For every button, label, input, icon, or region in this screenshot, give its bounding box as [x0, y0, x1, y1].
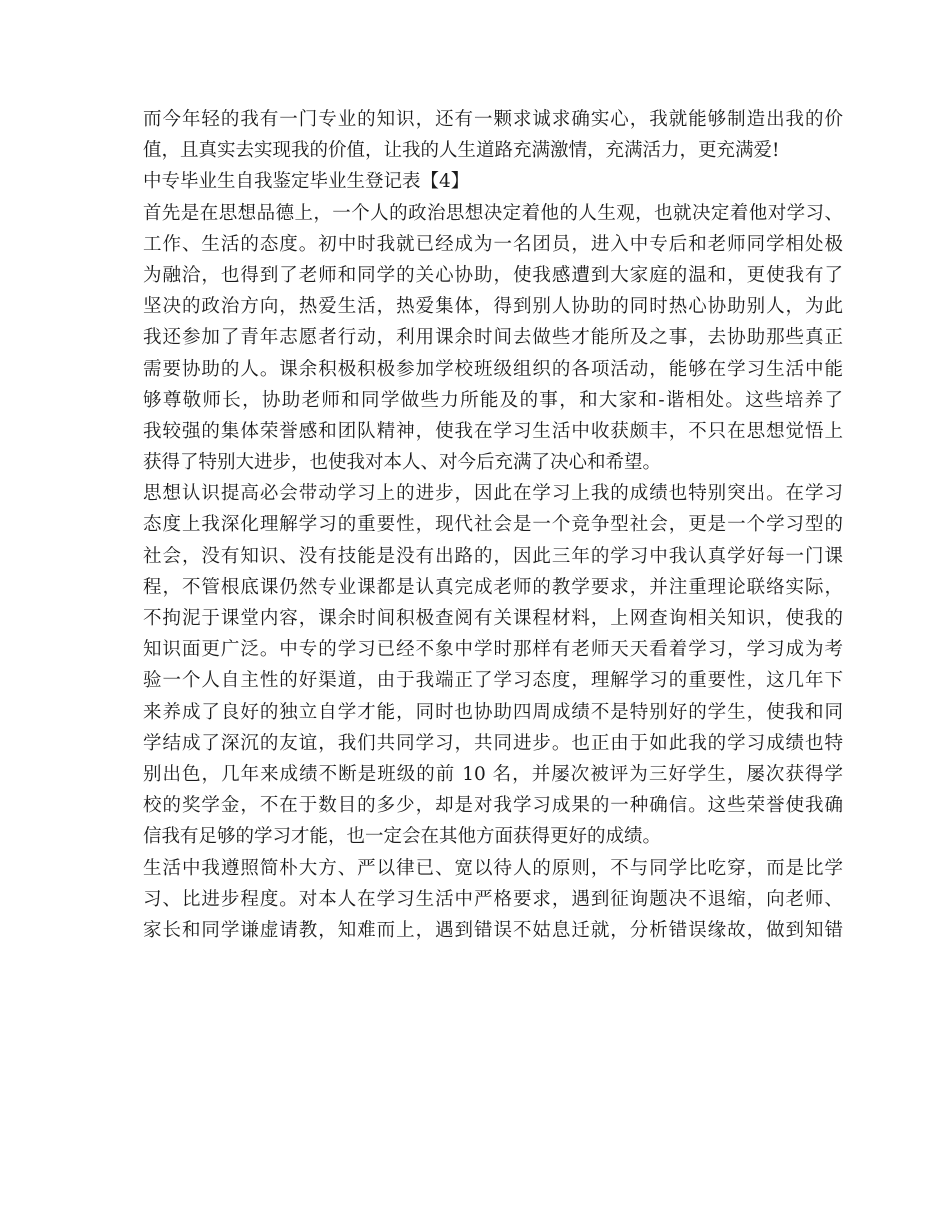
text-line: 不拘泥于课堂内容，课余时间积极查阅有关课程材料，上网查询相关知识，使我的 — [143, 608, 843, 629]
text-line: 思想认识提高必会带动学习上的进步，因此在学习上我的成绩也特别突出。在学习 — [143, 483, 843, 505]
text-line: 我较强的集体荣誉感和团队精神，使我在学习生活中收获颇丰，不只在思想觉悟上 — [143, 420, 843, 442]
text-line: 校的奖学金，不在于数目的多少，却是对我学习成果的一种确信。这些荣誉使我确 — [143, 795, 843, 817]
document-page — [143, 104, 843, 946]
text-line: 生活中我遵照简朴大方、严以律已、宽以待人的原则，不与同学比吃穿，而是比学 — [143, 857, 843, 879]
text-line: 社会，没有知识、没有技能是没有出路的，因此三年的学习中我认真学好每一门课 — [143, 545, 843, 567]
text-line: 别出色，几年来成绩不断是班级的前 10 名，并屡次被评为三好学生，屡次获得学 — [143, 763, 843, 785]
text-line: 验一个人自主性的好渠道，由于我端正了学习态度，理解学习的重要性，这几年下 — [143, 670, 843, 692]
text-line: 家长和同学谦虚请教，知难而上，遇到错误不姑息迁就，分析错误缘故，做到知错 — [143, 919, 843, 941]
text-line: 学结成了深沉的友谊，我们共同学习，共同进步。也正由于如此我的学习成绩也特 — [143, 732, 843, 754]
text-line: 首先是在思想品德上，一个人的政治思想决定着他的人生观，也就决定着他对学习、 — [143, 202, 843, 224]
text-line: 工作、生活的态度。初中时我就已经成为一名团员，进入中专后和老师同学相处极 — [143, 233, 843, 255]
text-line: 够尊敬师长，协助老师和同学做些力所能及的事，和大家和-谐相处。这些培养了 — [143, 389, 843, 411]
text-line: 为融洽，也得到了老师和同学的关心协助，使我感遭到大家庭的温和，更使我有了 — [143, 264, 843, 286]
text-line: 坚决的政治方向，热爱生活，热爱集体，得到别人协助的同时热心协助别人，为此 — [143, 296, 843, 318]
text-line: 程，不管根底课仍然专业课都是认真完成老师的教学要求，并注重理论联络实际， — [143, 576, 843, 598]
text-line: 知识面更广泛。中专的学习已经不象中学时那样有老师天天看着学习，学习成为考 — [143, 639, 843, 661]
text-line: 获得了特别大进步，也使我对本人、对今后充满了决心和希望。 — [143, 452, 662, 474]
text-line: 来养成了良好的独立自学才能，同时也协助四周成绩不是特别好的学生，使我和同 — [143, 701, 843, 723]
text-line: 值，且真实去实现我的价值，让我的人生道路充满激情，充满活力，更充满爱! — [143, 140, 780, 162]
text-line: 态度上我深化理解学习的重要性，现代社会是一个竞争型社会，更是一个学习型的 — [143, 514, 843, 536]
text-line: 需要协助的人。课余积极积极参加学校班级组织的各项活动，能够在学习生活中能 — [143, 358, 843, 380]
section-heading: 中专毕业生自我鉴定毕业生登记表【4】 — [143, 171, 470, 193]
text-line: 信我有足够的学习才能，也一定会在其他方面获得更好的成绩。 — [143, 826, 662, 848]
text-line: 而今年轻的我有一门专业的知识，还有一颗求诚求确实心，我就能够制造出我的价 — [143, 109, 843, 130]
text-line: 我还参加了青年志愿者行动，利用课余时间去做些才能所及之事，去协助那些真正 — [143, 327, 843, 349]
text-line: 习、比进步程度。对本人在学习生活中严格要求，遇到征询题决不退缩，向老师、 — [143, 888, 843, 910]
